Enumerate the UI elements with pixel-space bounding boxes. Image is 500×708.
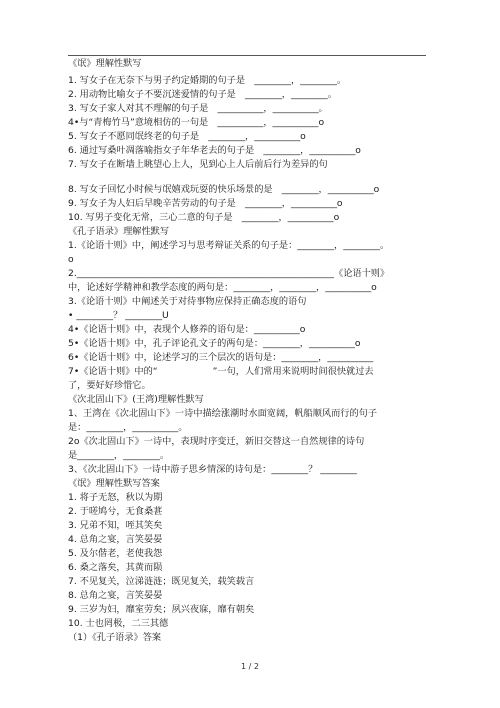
doc-line: 2. 用动物比喻女子不要沉迷爱情的句子是 ________，________。 bbox=[68, 89, 337, 100]
doc-line: 5. 写女子不愿同氓终老的句子是 ________，__________o bbox=[68, 131, 306, 142]
doc-line: 7. 写女子在断墙上眺望心上人，见到心上人后前后行为差异的句 bbox=[68, 159, 328, 170]
section-heading: 《次北固山下》(王湾)理解性默写 bbox=[68, 394, 204, 405]
section-heading: （1）《孔子语录》答案 bbox=[68, 632, 162, 643]
doc-line: 7•《论语十则》中的“ ”一句，人们常用来说明时间很快就过去 bbox=[68, 366, 374, 377]
answer-line: 5. 及尔偕老，老使我怨 bbox=[68, 548, 163, 559]
doc-line: 《氓》理解性默写 bbox=[68, 58, 142, 69]
section-heading: 《氓》理解性默写答案 bbox=[68, 478, 160, 489]
doc-line: 8. 写女子回忆小时候与氓嬉戏玩耍的快乐场景的是 ________，__________o bbox=[68, 184, 380, 195]
doc-line: 是________，________。 bbox=[68, 450, 170, 461]
doc-line: 5•《论语十则》中，孔子评论孔文子的两句是：________，__________o bbox=[68, 338, 361, 349]
doc-line: 1、王湾在《次北固山下》一诗中描绘涨潮时水面宽阔，帆船顺风而行的句子 bbox=[68, 408, 378, 419]
doc-line: 3、《次北固山下》一诗中游子思乡情深的诗句是：________？ ________ bbox=[68, 464, 357, 475]
answer-line: 7. 不见复关，泣涕涟涟；既见复关，载笑载言 bbox=[68, 576, 255, 587]
answer-line: 2. 于嗟鸠兮，无食桑葚 bbox=[68, 506, 163, 517]
doc-line: 6•《论语十则》中，论述学习的三个层次的语句是：________，__________ bbox=[68, 352, 374, 363]
doc-line: o bbox=[68, 254, 74, 265]
doc-line: 10. 写男子变化无常，三心二意的句子是 ________，__________o bbox=[68, 212, 340, 223]
answer-line: 3. 兄弟不知，咥其笑矣 bbox=[68, 520, 163, 531]
doc-line: 3.《论语十则》中阐述关于对待事物应保持正确态度的语句 bbox=[68, 296, 307, 307]
doc-line: 3. 写女子家人对其不理解的句子是 __________，__________。 bbox=[68, 103, 328, 114]
doc-line: 4•《论语十则》中，表现个人修养的语句是：__________o bbox=[68, 324, 306, 335]
top-rule bbox=[68, 55, 426, 56]
answer-line: 10. 士也罔极，二三其德 bbox=[68, 618, 169, 629]
doc-line: 6. 通过写桑叶凋落喻指女子年华老去的句子是 ________，__________o bbox=[68, 145, 361, 156]
answer-line: 1. 将子无怒，秋以为期 bbox=[68, 492, 163, 503]
doc-line: 2o《次北固山下》一诗中，表现时序变迁，新旧交替这一自然规律的诗句 bbox=[68, 436, 365, 447]
doc-line: 是：________，__________。 bbox=[68, 422, 188, 433]
doc-line: 1. 写女子在无奈下与男子约定婚期的句子是 ________，________。 bbox=[68, 75, 347, 86]
doc-line: 9. 写女子为人妇后早晚辛苦劳动的句子是 ________，__________o bbox=[68, 198, 343, 209]
answer-line: 4. 总角之宴，言笑晏晏 bbox=[68, 534, 163, 545]
answer-line: 8. 总角之宴，言笑晏晏 bbox=[68, 590, 163, 601]
answer-line: 6. 桑之落矣，其黄而陨 bbox=[68, 562, 163, 573]
doc-line: 4•与“青梅竹马”意境相仿的一句是 __________，__________o bbox=[68, 117, 325, 128]
doc-line: 2.________________________________________________________《论语十则》 bbox=[68, 268, 390, 279]
doc-line: 中，论述好学精神和教学态度的两句是：________，________，__________o bbox=[68, 282, 377, 293]
doc-line: 了，要好好珍惜它。 bbox=[68, 380, 151, 391]
page-number: 1 / 2 bbox=[241, 662, 259, 671]
answer-line: 9. 三岁为妇，靡室劳矣；夙兴夜寐，靡有朝矣 bbox=[68, 604, 255, 615]
doc-line: 1.《论语十则》中，阐述学习与思考辩证关系的句子是：________，________。 bbox=[68, 240, 390, 251]
doc-line: • ________？ ________U bbox=[68, 310, 169, 321]
section-heading: 《孔子语录》理解性默写 bbox=[68, 226, 170, 237]
